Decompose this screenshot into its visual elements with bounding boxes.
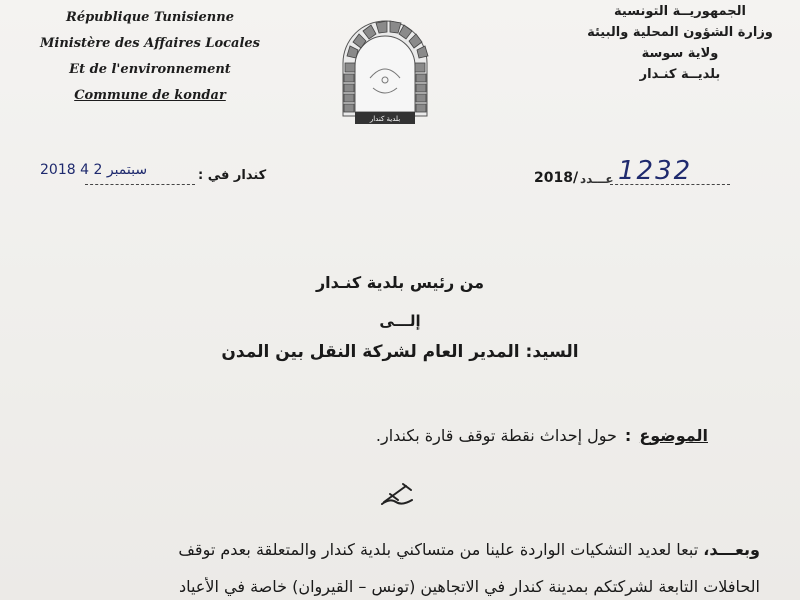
- date-label: كندار في :: [198, 168, 267, 183]
- subject-line: [376, 426, 708, 445]
- ministry-name-fr: Ministère des Affaires Locales: [39, 36, 260, 51]
- handwritten-date: 2018 سبتمبر 2 4: [40, 162, 148, 178]
- ministry-subtitle-fr: Et de l'environnement: [69, 62, 231, 77]
- seal-caption: بلدية كندار: [369, 115, 401, 123]
- commune-name-fr: Commune de kondar: [74, 88, 226, 103]
- arabic-letterhead: [580, 4, 780, 88]
- country-name-ar: الجمهوريــة التونسية: [614, 4, 746, 19]
- governorate-name-ar: ولاية سوسة: [641, 46, 719, 61]
- subject-text: حول إحداث نقطة توقف قارة بكندار.: [375, 426, 617, 445]
- subject-label: الموضوع: [639, 426, 708, 445]
- reference-year: 2018/: [534, 170, 579, 186]
- country-name-fr: République Tunisienne: [66, 10, 234, 25]
- municipality-name-ar: بلديــة كنـدار: [639, 67, 721, 82]
- pen-icon: [378, 480, 418, 508]
- municipal-seal-icon: [325, 8, 445, 128]
- handwritten-reference-number: 1232: [618, 156, 693, 186]
- ministry-name-ar: وزارة الشؤون المحلية والبيئة: [587, 25, 773, 40]
- reference-line: [610, 184, 730, 185]
- date-line: [85, 184, 195, 185]
- body-paragraph-line-1: [40, 540, 760, 559]
- reference-row: [0, 156, 800, 192]
- subject-separator: :: [624, 426, 632, 445]
- to-line: إلـــى: [379, 312, 421, 330]
- body-text-1: تبعا لعديد التشكيات الواردة علينا من متساكني بلدية كندار والمتعلقة بعدم توقف: [178, 540, 699, 559]
- french-letterhead: [30, 10, 270, 114]
- body-paragraph-line-2: الحافلات التابعة لشركتكم بمدينة كندار في الاتجاهين (تونس – القيروان) خاصة في الأعياد: [178, 577, 760, 596]
- reference-number-label: عـــدد: [580, 172, 614, 186]
- sender-line: من رئيس بلدية كنـدار: [315, 273, 485, 292]
- addressee-line: السيد: المدير العام لشركة النقل بين المدن: [221, 342, 579, 362]
- body-lead: وبعـــد،: [703, 540, 760, 559]
